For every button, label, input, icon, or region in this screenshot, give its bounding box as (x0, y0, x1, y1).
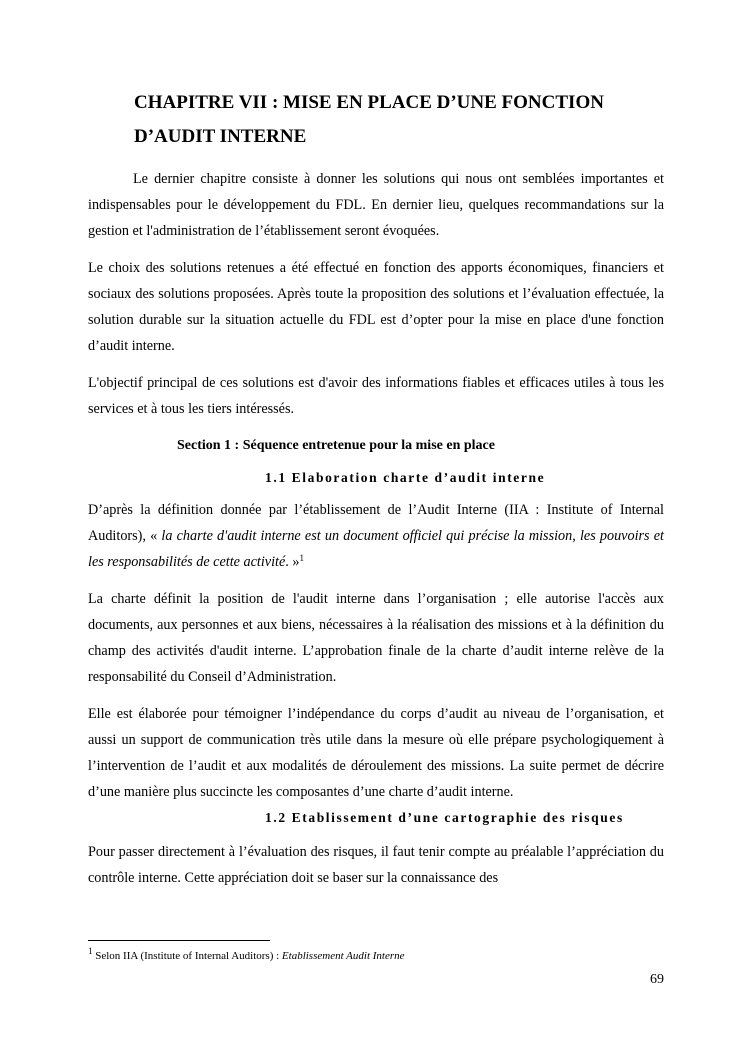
footnote-text: Selon IIA (Institute of Internal Auditors) : (92, 950, 282, 962)
chapter-title-line-1: CHAPITRE VII : MISE EN PLACE D’UNE FONCTION (134, 92, 604, 113)
chapter-title-line-2: D’AUDIT INTERNE (134, 126, 307, 147)
footnote-divider (88, 940, 270, 941)
independence-paragraph: Elle est élaborée pour témoigner l’indépendance du corps d’audit au niveau de l’organisation, et aussi un support de communication très utile dans la mesure où elle prépare psychologiquement à l’intervention de l’audit et aux modalités de déroulement des missions. La suite permet de décrire d’une manière plus succincte les composantes d’une charte d’audit interne. (88, 706, 664, 800)
intro-paragraph: Le dernier chapitre consiste à donner les solutions qui nous ont semblées importantes et indispensables pour le développement du FDL. En dernier lieu, quelques recommandations sur la gestion et l'administration de l’établissement seront évoquées. (88, 171, 664, 239)
subsection-1-2-heading: 1.2 Etablissement d’une cartographie des risques (265, 810, 624, 825)
definition-quote: la charte d'audit interne est un document officiel qui précise la mission, les pouvoirs et les responsabilités de cette activité (88, 528, 664, 570)
subsection-1-1-heading: 1.1 Elaboration charte d’audit interne (265, 470, 546, 485)
body-text (88, 166, 664, 902)
page-number: 69 (650, 972, 664, 987)
footnote (88, 948, 405, 964)
footnote-reference[interactable]: 1 (299, 553, 304, 563)
definition-end: . » (285, 554, 300, 570)
definition-paragraph (88, 497, 664, 575)
choice-paragraph: Le choix des solutions retenues a été effectué en fonction des apports économiques, financiers et sociaux des solutions proposées. Après toute la proposition des solutions et l’évaluation effectuée, la solution durable sur la situation actuelle du FDL est d’opter pour la mise en place d'une fonction d’audit interne. (88, 260, 664, 354)
risk-mapping-paragraph: Pour passer directement à l’évaluation des risques, il faut tenir compte au préalable l’appréciation du contrôle interne. Cette appréciation doit se baser sur la connaissance des (88, 844, 664, 886)
objective-paragraph: L'objectif principal de ces solutions est d'avoir des informations fiables et efficaces utiles à tous les services et à tous les tiers intéressés. (88, 375, 664, 417)
footnote-italic: Etablissement Audit Interne (281, 950, 405, 962)
charter-role-paragraph: La charte définit la position de l'audit interne dans l’organisation ; elle autorise l'accès aux documents, aux personnes et aux biens, nécessaires à la réalisation des missions et à la définition du champ des activités d'audit interne. L’approbation finale de la charte d’audit interne relève de la responsabilité du Conseil d’Administration. (88, 591, 664, 685)
section-1-heading: Section 1 : Séquence entretenue pour la mise en place (177, 438, 495, 453)
footnote-number: 1 (88, 946, 93, 956)
definition-lead: D’après la définition donnée par l’établissement de l’Audit Interne (IIA : Institute of Internal Auditors), « (88, 502, 664, 544)
chapter-title (134, 86, 694, 154)
